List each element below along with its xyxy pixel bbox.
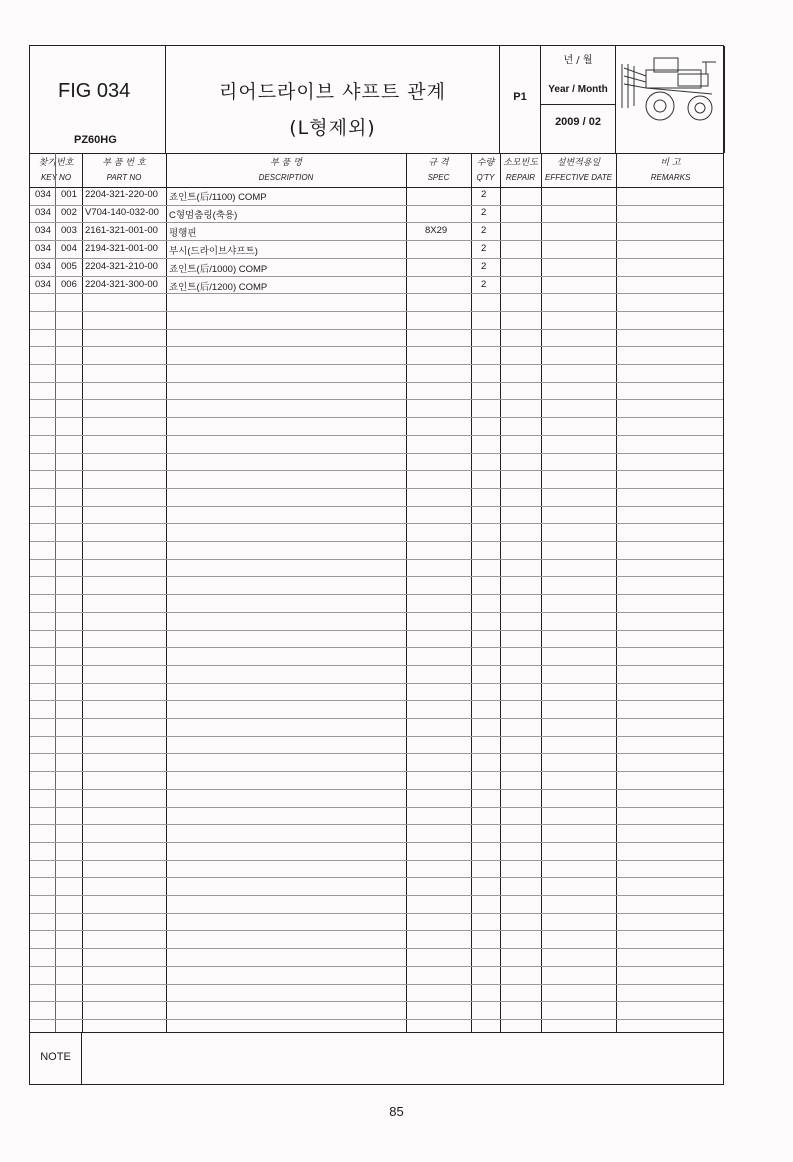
ruled-line <box>30 1001 723 1002</box>
page-label: P1 <box>513 91 527 103</box>
quantity: 2 <box>481 243 487 254</box>
quantity: 2 <box>481 279 487 290</box>
spec: 8X29 <box>425 225 448 236</box>
part-number: 2204-321-300-00 <box>85 279 158 290</box>
ruled-line <box>30 753 723 754</box>
part-number: V704-140-032-00 <box>85 207 159 218</box>
ruled-line <box>30 453 723 454</box>
ruled-line <box>30 930 723 931</box>
ruled-line <box>30 913 723 914</box>
ruled-line <box>30 470 723 471</box>
note-label: NOTE <box>40 1051 71 1063</box>
col-repair-en: REPAIR <box>505 173 536 182</box>
ruled-line <box>30 417 723 418</box>
part-number: 2161-321-001-00 <box>85 225 158 236</box>
col-spec-en: SPEC <box>427 173 450 182</box>
key-number: 006 <box>61 279 77 290</box>
col-remarks-ko: 비 고 <box>660 158 681 168</box>
rice-transplanter-icon <box>616 46 725 151</box>
part-number: 2204-321-210-00 <box>85 261 158 272</box>
key-prefix: 034 <box>35 279 51 290</box>
ruled-line <box>30 736 723 737</box>
col-spec-ko: 규 격 <box>428 158 449 168</box>
description: C형멈춤링(축용) <box>169 210 238 221</box>
ruled-line <box>30 523 723 524</box>
ruled-line <box>30 895 723 896</box>
key-prefix: 034 <box>35 261 51 272</box>
key-prefix: 034 <box>35 207 51 218</box>
ruled-line <box>30 541 723 542</box>
ruled-line <box>30 612 723 613</box>
description: 부시(드라이브샤프트) <box>169 246 258 257</box>
year-month-ko: 년 / 월 <box>563 55 593 66</box>
ruled-line <box>30 877 723 878</box>
col-qty-en: Q'TY <box>476 173 495 182</box>
header-block <box>30 46 723 154</box>
ruled-line <box>30 364 723 365</box>
key-number: 003 <box>61 225 77 236</box>
table-row <box>30 277 723 295</box>
model-name: PZ60HG <box>74 134 117 146</box>
col-qty-ko: 수량 <box>476 158 495 168</box>
table-row <box>30 241 723 259</box>
part-number: 2194-321-001-00 <box>85 243 158 254</box>
table-row <box>30 187 723 205</box>
ruled-line <box>30 488 723 489</box>
col-part-no-en: PART NO <box>106 173 142 182</box>
title-cell <box>166 46 500 153</box>
title-line-1: 리어드라이브 샤프트 관계 <box>219 81 446 103</box>
part-number: 2204-321-220-00 <box>85 189 158 200</box>
col-qty <box>471 153 500 187</box>
key-number: 002 <box>61 207 77 218</box>
col-description-en: DESCRIPTION <box>258 173 314 182</box>
quantity: 2 <box>481 189 487 200</box>
quantity: 2 <box>481 225 487 236</box>
col-part-no <box>82 153 166 187</box>
note-section <box>30 1032 723 1085</box>
description: 죠인트(后/1000) COMP <box>169 264 268 275</box>
ruled-line <box>30 860 723 861</box>
page-number: 85 <box>389 1104 404 1119</box>
col-remarks-en: REMARKS <box>650 173 691 182</box>
col-key-no <box>30 153 82 187</box>
quantity: 2 <box>481 207 487 218</box>
table-row <box>30 223 723 241</box>
description: 죠인트(后/1200) COMP <box>169 282 268 293</box>
ruled-line <box>30 346 723 347</box>
year-month-value: 2009 / 02 <box>555 116 601 128</box>
figure-cell <box>30 46 166 153</box>
table-row <box>30 205 723 223</box>
ruled-line <box>30 789 723 790</box>
col-repair <box>500 153 541 187</box>
ruled-line <box>30 700 723 701</box>
description: 평행핀 <box>169 228 197 239</box>
col-effective-date <box>541 153 616 187</box>
parts-list-sheet <box>29 45 724 1085</box>
figure-number: FIG 034 <box>58 80 131 102</box>
machine-illustration-cell <box>616 46 725 153</box>
year-month-cell <box>541 46 616 153</box>
ruled-line <box>30 842 723 843</box>
ruled-line <box>30 576 723 577</box>
ruled-line <box>30 329 723 330</box>
key-prefix: 034 <box>35 225 51 236</box>
note-label-cell <box>30 1033 82 1085</box>
ruled-line <box>30 966 723 967</box>
ruled-line <box>30 948 723 949</box>
col-description <box>166 153 406 187</box>
col-remarks <box>616 153 725 187</box>
key-number: 005 <box>61 261 77 272</box>
col-repair-ko: 소모빈도 <box>503 158 538 168</box>
key-number: 004 <box>61 243 77 254</box>
description: 죠인트(后/1100) COMP <box>169 192 267 203</box>
ruled-line <box>30 984 723 985</box>
col-key-no-en: KEY NO <box>40 173 72 182</box>
table-row <box>30 259 723 277</box>
year-month-en: Year / Month <box>541 76 615 105</box>
title-line-2: (L형제외) <box>289 117 376 139</box>
ruled-line <box>30 665 723 666</box>
ruled-line <box>30 647 723 648</box>
key-prefix: 034 <box>35 243 51 254</box>
quantity: 2 <box>481 261 487 272</box>
ruled-line <box>30 559 723 560</box>
ruled-line <box>30 594 723 595</box>
col-spec <box>406 153 471 187</box>
ruled-line <box>30 683 723 684</box>
ruled-line <box>30 718 723 719</box>
col-part-no-ko: 부 품 번 호 <box>102 158 146 168</box>
key-number: 001 <box>61 189 77 200</box>
ruled-line <box>30 807 723 808</box>
ruled-line <box>30 382 723 383</box>
col-effective-date-ko: 설변적용일 <box>556 158 601 168</box>
ruled-line <box>30 311 723 312</box>
ruled-line <box>30 399 723 400</box>
page-label-cell <box>500 46 541 153</box>
ruled-line <box>30 630 723 631</box>
ruled-line <box>30 435 723 436</box>
ruled-line <box>30 771 723 772</box>
key-prefix: 034 <box>35 189 51 200</box>
col-description-ko: 부 품 명 <box>270 158 302 168</box>
col-effective-date-en: EFFECTIVE DATE <box>545 173 612 182</box>
ruled-line <box>30 506 723 507</box>
ruled-line <box>30 1019 723 1020</box>
column-header-row <box>30 153 723 188</box>
ruled-line <box>30 824 723 825</box>
col-key-no-ko: 찾기번호 <box>38 158 74 168</box>
